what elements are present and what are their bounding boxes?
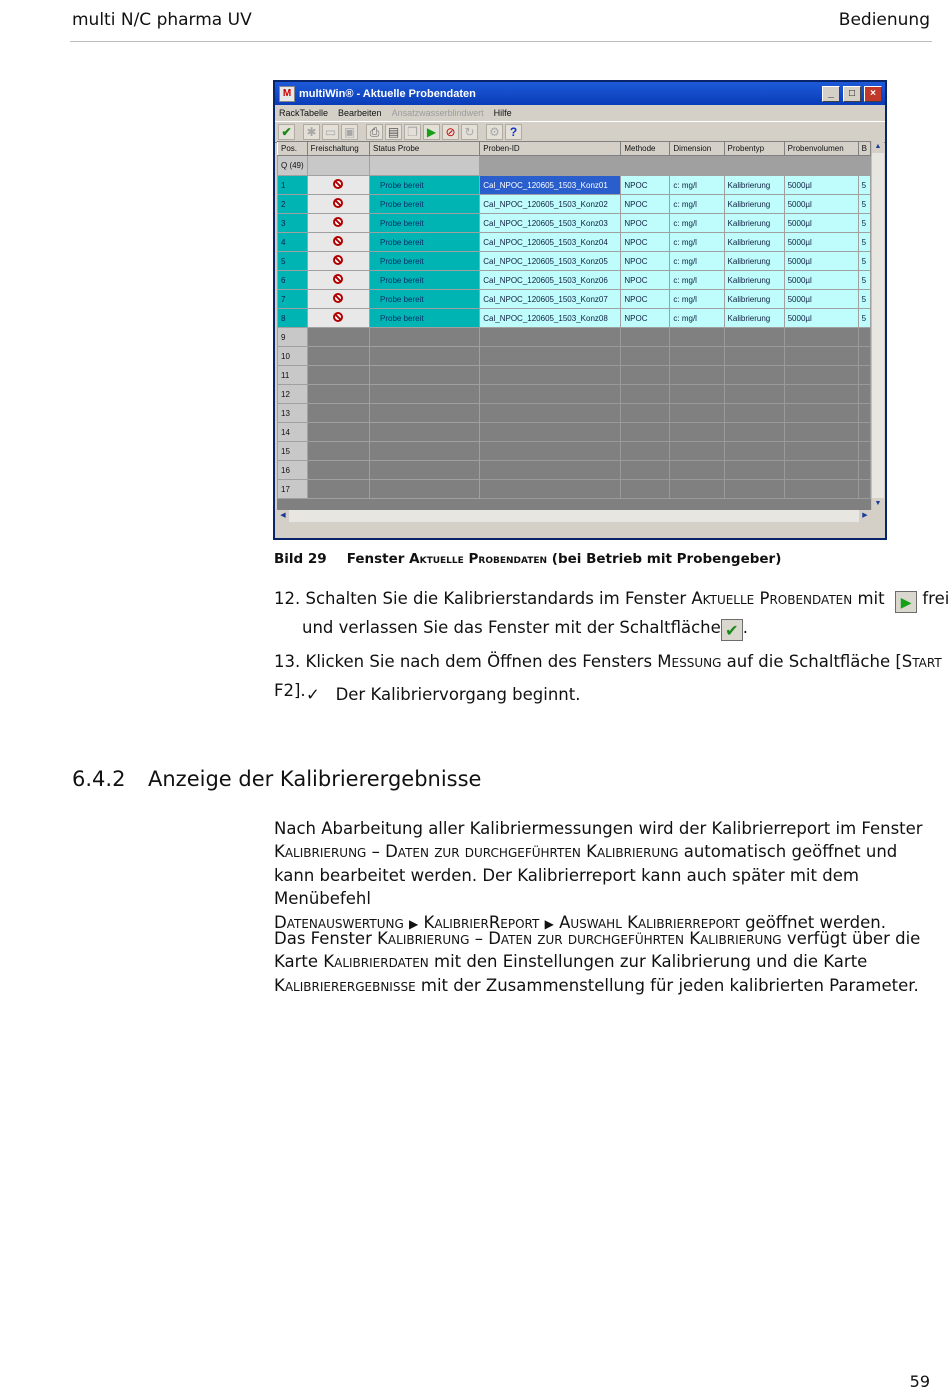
cell-pos[interactable]: 6 [278, 271, 308, 290]
cell-pos[interactable]: 12 [278, 385, 308, 404]
cell-b[interactable]: 5 [858, 271, 870, 290]
window-titlebar [275, 82, 885, 105]
new-icon[interactable]: ✱ [303, 124, 320, 140]
cell-status[interactable]: Probe bereit [370, 195, 480, 214]
cell-pos[interactable]: 3 [278, 214, 308, 233]
cell-b[interactable]: 5 [858, 290, 870, 309]
cell-status[interactable]: Probe bereit [370, 233, 480, 252]
cell-status[interactable]: Probe bereit [370, 309, 480, 328]
scroll-up-icon[interactable]: ▲ [872, 141, 884, 153]
cell-pos[interactable]: 4 [278, 233, 308, 252]
copy-icon[interactable]: ❐ [404, 124, 421, 140]
cell-b[interactable]: 5 [858, 233, 870, 252]
cell-methode[interactable]: NPOC [621, 252, 670, 271]
save-icon[interactable]: ▣ [341, 124, 358, 140]
page-number: 59 [909, 1372, 930, 1391]
paragraph-1: Nach Abarbeitung aller Kalibriermessungen wird der Kalibrierreport im Fenster Kalibrierung – Daten zur durchgeführten Kalibrierung automatisch geöffnet und kann bearbeitet werden. Der Kalibrierreport kann auch später mit dem Menübefehl Datenauswertung ▶ KalibrierReport ▶ Auswahl Kalibrierreport geöffnet werden. [274, 819, 923, 932]
caption-number: Bild 29 [274, 551, 327, 567]
cell-proben-id[interactable]: Cal_NPOC_120605_1503_Konz04 [480, 233, 621, 252]
cell-dimension[interactable]: c: mg/l [670, 176, 724, 195]
play-icon[interactable]: ▶ [423, 124, 440, 140]
cell-freischaltung[interactable] [307, 271, 369, 290]
cell-pos[interactable]: 16 [278, 461, 308, 480]
col-status[interactable]: Status Probe [370, 142, 480, 156]
blocked-icon [333, 198, 343, 208]
figure-caption: Bild 29 Fenster Aktuelle Probendaten (bei Betrieb mit Probengeber) [274, 551, 782, 567]
blocked-icon [333, 274, 343, 284]
cell-methode[interactable]: NPOC [621, 271, 670, 290]
cell-probentyp[interactable]: Kalibrierung [724, 233, 784, 252]
menu-ansatzwasserblindwert[interactable]: Ansatzwasserblindwert [391, 108, 484, 118]
cell-pos[interactable]: 1 [278, 176, 308, 195]
menu-racktabelle[interactable]: RackTabelle [279, 108, 329, 118]
header-title: multi N/C pharma UV [72, 10, 252, 30]
menu-hilfe[interactable]: Hilfe [493, 108, 512, 118]
blocked-icon [333, 236, 343, 246]
cell-proben-id[interactable]: Cal_NPOC_120605_1503_Konz02 [480, 195, 621, 214]
blocked-icon [333, 255, 343, 265]
cell-freischaltung[interactable] [307, 309, 369, 328]
checkmark-icon: ✓ [306, 685, 320, 704]
cell-probentyp[interactable]: Kalibrierung [724, 290, 784, 309]
step-12-line2: und verlassen Sie das Fenster mit der Schaltfläche ✔ . [302, 618, 749, 640]
cell-probentyp[interactable]: Kalibrierung [724, 195, 784, 214]
cell-probentyp[interactable]: Kalibrierung [724, 309, 784, 328]
ok-check-icon[interactable]: ✔ [278, 124, 295, 140]
col-probenvolumen[interactable]: Probenvolumen [784, 142, 858, 156]
cell-pos[interactable]: 5 [278, 252, 308, 271]
cell-pos[interactable]: 8 [278, 309, 308, 328]
section-title: Anzeige der Kalibrierergebnisse [148, 767, 482, 791]
table-row[interactable] [278, 404, 871, 423]
step-12-line1: 12. Schalten Sie die Kalibrierstandards im Fenster Aktuelle Probendaten mit ▶ frei [274, 589, 950, 611]
cell-dimension[interactable]: c: mg/l [670, 233, 724, 252]
cell-probenvolumen[interactable]: 5000µl [784, 233, 858, 252]
blocked-icon [333, 312, 343, 322]
cell-pos[interactable]: 13 [278, 404, 308, 423]
cell-pos[interactable]: 9 [278, 328, 308, 347]
col-freischaltung[interactable]: Freischaltung [307, 142, 369, 156]
cell-status[interactable]: Probe bereit [370, 214, 480, 233]
menu-arrow-icon: ▶ [409, 916, 419, 931]
cell-probentyp[interactable]: Kalibrierung [724, 176, 784, 195]
col-dimension[interactable]: Dimension [670, 142, 724, 156]
cell-pos[interactable]: 17 [278, 480, 308, 499]
table-row[interactable] [278, 480, 871, 499]
cell-dimension[interactable]: c: mg/l [670, 309, 724, 328]
scroll-down-icon[interactable]: ▼ [872, 498, 884, 510]
paragraph-2: Das Fenster Kalibrierung – Daten zur durchgeführten Kalibrierung verfügt über die Karte Kalibrierdaten mit den Einstellungen zur Kalibrierung und die Karte Kalibrierergebnisse mit der Zusammenstellung für jeden kalibrierten Parameter. [274, 929, 921, 995]
q-label: Q (49) [278, 156, 308, 176]
cell-proben-id[interactable]: Cal_NPOC_120605_1503_Konz08 [480, 309, 621, 328]
cell-probenvolumen[interactable]: 5000µl [784, 214, 858, 233]
close-icon[interactable]: × [864, 86, 882, 102]
table-row[interactable] [278, 423, 871, 442]
cell-proben-id[interactable]: Cal_NPOC_120605_1503_Konz05 [480, 252, 621, 271]
print-icon[interactable]: ⎙ [366, 124, 383, 140]
cell-dimension[interactable]: c: mg/l [670, 271, 724, 290]
table-row[interactable] [278, 290, 871, 309]
cell-probenvolumen[interactable]: 5000µl [784, 195, 858, 214]
table-row[interactable] [278, 176, 871, 195]
print-preview-icon[interactable]: ▤ [385, 124, 402, 140]
open-icon[interactable]: ▭ [322, 124, 339, 140]
cell-dimension[interactable]: c: mg/l [670, 214, 724, 233]
cell-proben-id[interactable]: Cal_NPOC_120605_1503_Konz06 [480, 271, 621, 290]
table-row[interactable] [278, 442, 871, 461]
ok-button-icon: ✔ [721, 619, 743, 641]
table-row[interactable] [278, 214, 871, 233]
vertical-scrollbar[interactable] [871, 141, 884, 510]
q-row [278, 156, 871, 176]
table-header-row [278, 142, 871, 156]
cell-methode[interactable]: NPOC [621, 309, 670, 328]
cell-pos[interactable]: 11 [278, 366, 308, 385]
section-number: 6.4.2 [72, 767, 126, 791]
cell-probentyp[interactable]: Kalibrierung [724, 252, 784, 271]
cell-b[interactable]: 5 [858, 176, 870, 195]
cell-pos[interactable]: 2 [278, 195, 308, 214]
blocked-icon [333, 293, 343, 303]
probendaten-window [273, 80, 887, 540]
help-icon[interactable]: ? [505, 124, 522, 140]
cell-methode[interactable]: NPOC [621, 233, 670, 252]
cell-methode[interactable]: NPOC [621, 176, 670, 195]
maximize-icon[interactable]: □ [843, 86, 861, 102]
cell-probenvolumen[interactable]: 5000µl [784, 309, 858, 328]
cell-pos[interactable]: 10 [278, 347, 308, 366]
col-proben-id[interactable]: Proben-ID [480, 142, 621, 156]
cell-methode[interactable]: NPOC [621, 195, 670, 214]
cell-pos[interactable]: 7 [278, 290, 308, 309]
cell-b[interactable]: 5 [858, 214, 870, 233]
cell-status[interactable]: Probe bereit [370, 252, 480, 271]
menubar [275, 105, 885, 121]
table-row[interactable] [278, 309, 871, 328]
col-probentyp[interactable]: Probentyp [724, 142, 784, 156]
sample-table [277, 141, 871, 510]
col-pos[interactable]: Pos. [278, 142, 308, 156]
cell-dimension[interactable]: c: mg/l [670, 195, 724, 214]
cell-freischaltung[interactable] [307, 252, 369, 271]
table-row[interactable] [278, 233, 871, 252]
menu-arrow-icon: ▶ [544, 916, 554, 931]
table-row[interactable] [278, 347, 871, 366]
cell-probentyp[interactable]: Kalibrierung [724, 214, 784, 233]
minimize-icon[interactable]: _ [822, 86, 840, 102]
blocked-icon [333, 179, 343, 189]
cell-proben-id[interactable]: Cal_NPOC_120605_1503_Konz01 [480, 176, 621, 195]
cell-probenvolumen[interactable]: 5000µl [784, 271, 858, 290]
header-chapter: Bedienung [838, 10, 930, 30]
cell-probenvolumen[interactable]: 5000µl [784, 290, 858, 309]
cell-b[interactable]: 5 [858, 252, 870, 271]
scroll-left-icon[interactable]: ◀ [277, 510, 289, 522]
table-row[interactable] [278, 385, 871, 404]
header-rule [70, 41, 932, 42]
step-13: 13. Klicken Sie nach dem Öffnen des Fensters Messung auf die Schaltfläche [Start F2]. [274, 652, 942, 700]
cell-pos[interactable]: 14 [278, 423, 308, 442]
cell-dimension[interactable]: c: mg/l [670, 252, 724, 271]
step-result: ✓ Der Kalibriervorgang beginnt. [306, 685, 581, 704]
toolbar [275, 121, 885, 143]
cell-probentyp[interactable]: Kalibrierung [724, 271, 784, 290]
cell-probenvolumen[interactable]: 5000µl [784, 176, 858, 195]
table-row[interactable] [278, 271, 871, 290]
table-row[interactable] [278, 252, 871, 271]
window-title: multiWin® - Aktuelle Probendaten [299, 87, 476, 100]
cell-dimension[interactable]: c: mg/l [670, 290, 724, 309]
col-methode[interactable]: Methode [621, 142, 670, 156]
cell-b[interactable]: 5 [858, 195, 870, 214]
col-b[interactable]: B [858, 142, 870, 156]
blocked-icon [333, 217, 343, 227]
cell-pos[interactable]: 15 [278, 442, 308, 461]
app-logo-icon: M [279, 86, 295, 102]
refresh-icon[interactable]: ↻ [461, 124, 478, 140]
cell-proben-id[interactable]: Cal_NPOC_120605_1503_Konz07 [480, 290, 621, 309]
cell-freischaltung[interactable] [307, 176, 369, 195]
cell-freischaltung[interactable] [307, 290, 369, 309]
cell-freischaltung[interactable] [307, 233, 369, 252]
cell-methode[interactable]: NPOC [621, 290, 670, 309]
cell-status[interactable]: Probe bereit [370, 290, 480, 309]
cell-freischaltung[interactable] [307, 214, 369, 233]
cell-b[interactable]: 5 [858, 309, 870, 328]
play-button-icon: ▶ [895, 591, 917, 613]
table-row[interactable] [278, 461, 871, 480]
cell-methode[interactable]: NPOC [621, 214, 670, 233]
scroll-right-icon[interactable]: ▶ [859, 510, 871, 522]
cell-probenvolumen[interactable]: 5000µl [784, 252, 858, 271]
table-row[interactable] [278, 195, 871, 214]
settings-icon[interactable]: ⚙ [486, 124, 503, 140]
cell-proben-id[interactable]: Cal_NPOC_120605_1503_Konz03 [480, 214, 621, 233]
horizontal-scrollbar[interactable] [277, 510, 871, 522]
cell-status[interactable]: Probe bereit [370, 176, 480, 195]
table-row[interactable] [278, 328, 871, 347]
stop-icon[interactable]: ⊘ [442, 124, 459, 140]
cell-freischaltung[interactable] [307, 195, 369, 214]
table-row[interactable] [278, 366, 871, 385]
menu-bearbeiten[interactable]: Bearbeiten [338, 108, 382, 118]
cell-status[interactable]: Probe bereit [370, 271, 480, 290]
